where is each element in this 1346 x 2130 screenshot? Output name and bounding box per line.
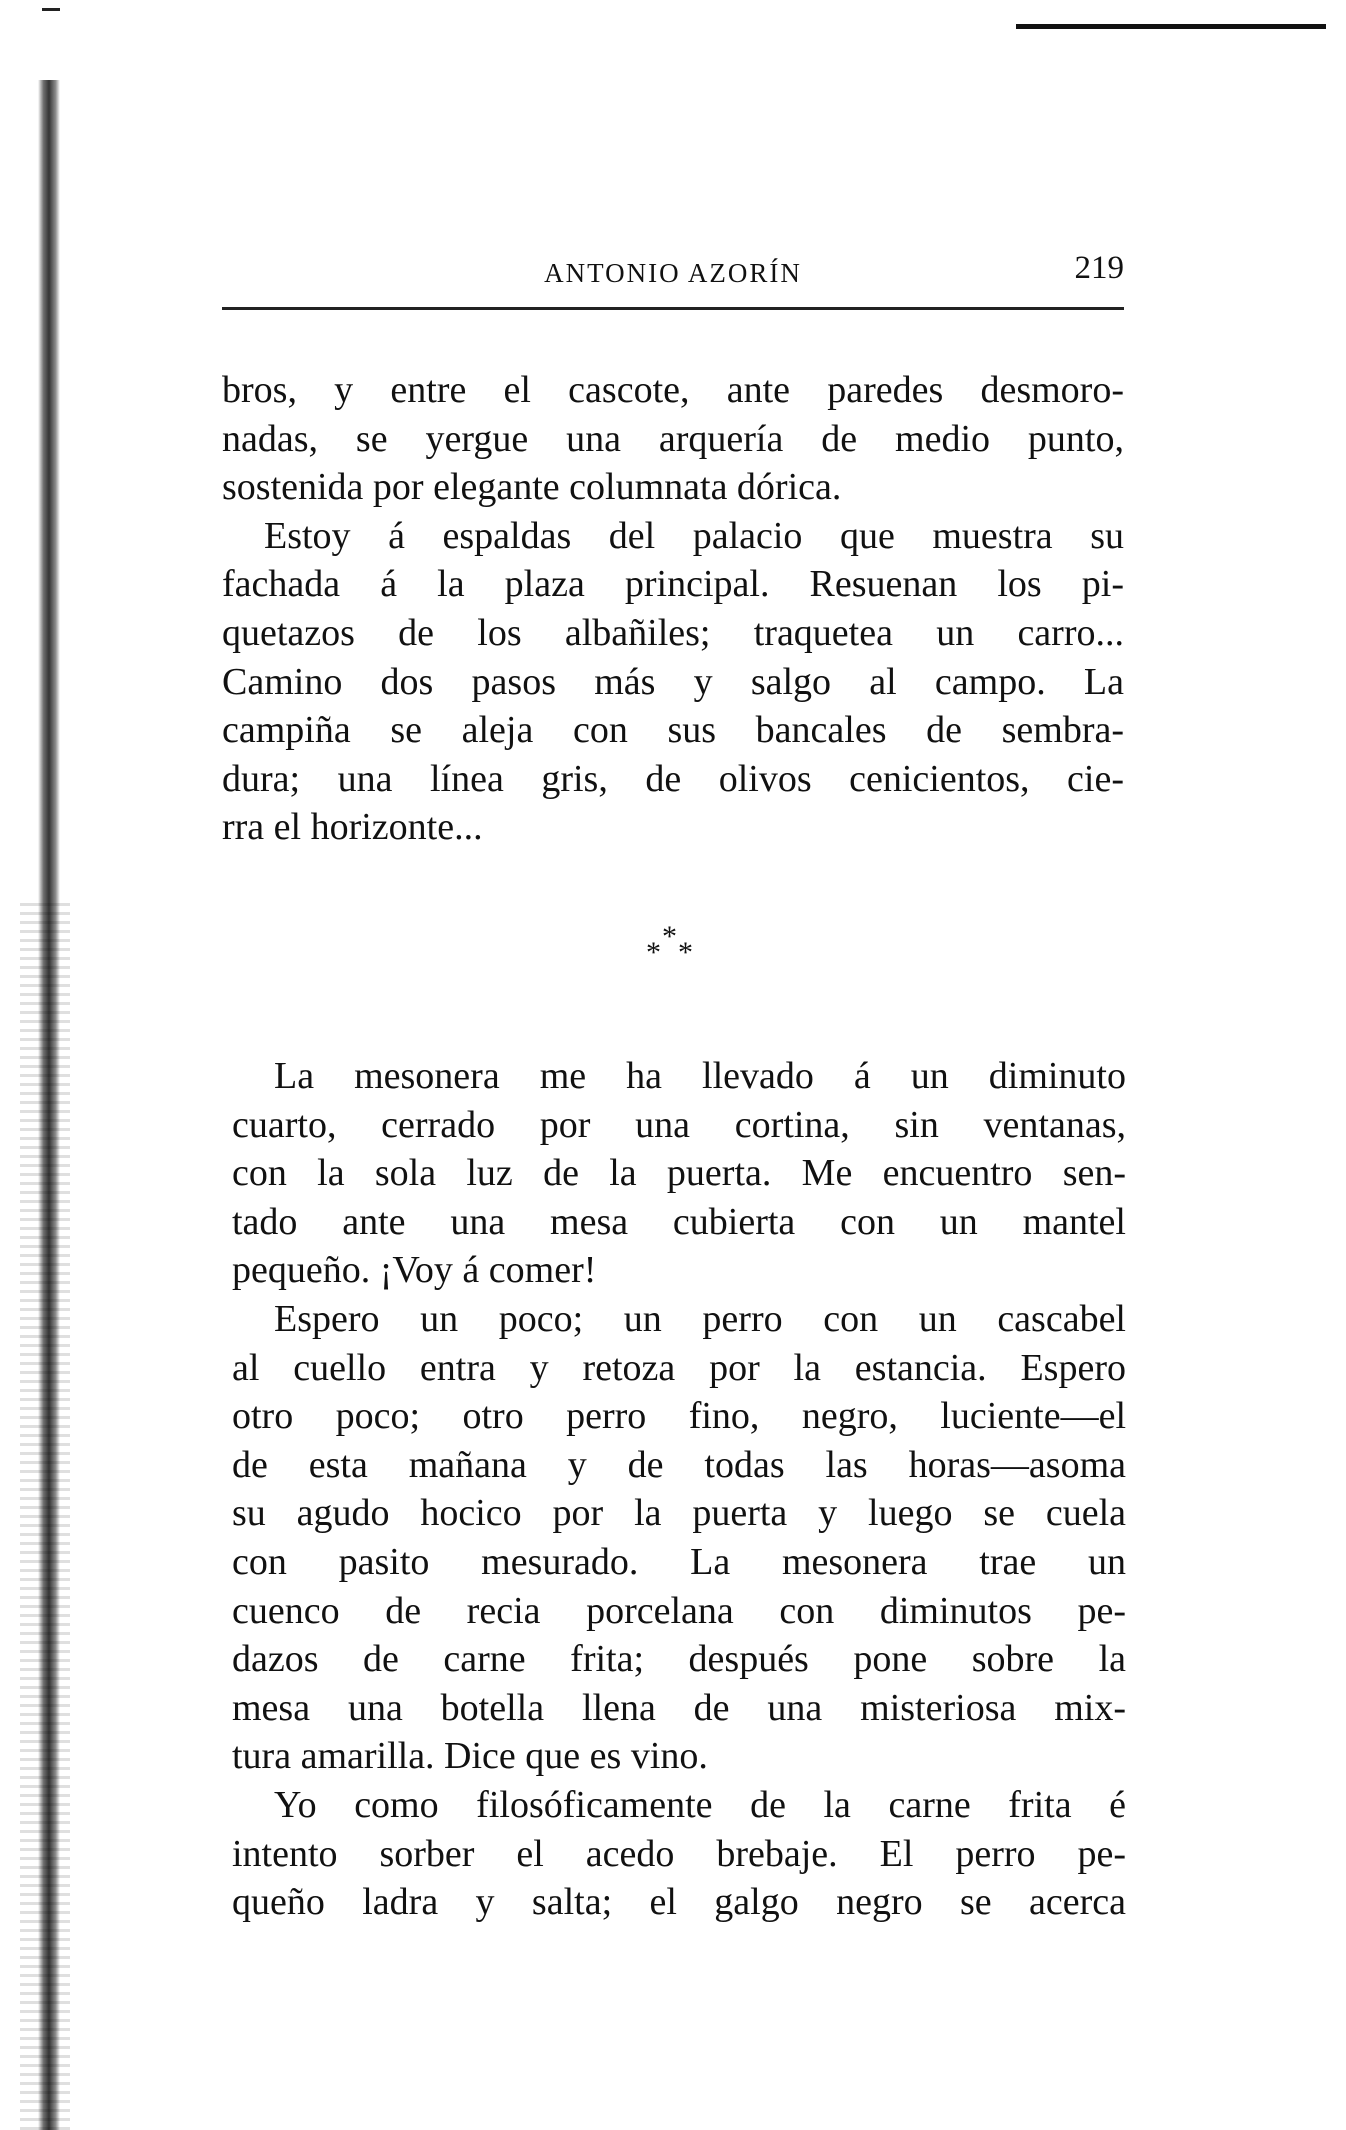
text-line: cuenco de recia porcelana con diminutos pe- — [232, 1589, 1126, 1632]
text-line: intento sorber el acedo brebaje. El perro pe- — [232, 1832, 1126, 1875]
text-line: dazos de carne frita; después pone sobre la — [232, 1638, 1126, 1681]
scan-mark — [42, 8, 60, 11]
running-title: ANTONIO AZORÍN — [544, 258, 802, 288]
asterisk: * — [678, 936, 693, 969]
text-line: rra el horizonte... — [222, 806, 483, 849]
text-line: nadas, se yergue una arquería de medio punto, — [222, 417, 1124, 460]
text-line: Camino dos pasos más y salgo al campo. La — [222, 660, 1124, 703]
text-line: sostenida por elegante columnata dórica. — [222, 466, 842, 509]
text-section-1 — [222, 366, 1124, 852]
text-line: su agudo hocico por la puerta y luego se cuela — [232, 1492, 1126, 1535]
text-line: quetazos de los albañiles; traquetea un carro... — [222, 611, 1124, 654]
text-line: Estoy á espaldas del palacio que muestra su — [264, 514, 1124, 557]
text-line: cuarto, cerrado por una cortina, sin ventanas, — [232, 1103, 1126, 1146]
text-line: con la sola luz de la puerta. Me encuentro sen- — [232, 1152, 1126, 1195]
text-line: tado ante una mesa cubierta con un mantel — [232, 1200, 1126, 1243]
text-line: al cuello entra y retoza por la estancia. Espero — [232, 1346, 1126, 1389]
asterisk: * — [662, 920, 677, 953]
page-number: 219 — [1074, 250, 1124, 286]
page-edge-line — [1016, 24, 1326, 29]
header-rule — [222, 307, 1124, 310]
text-line: dura; una línea gris, de olivos cenicientos, cie- — [222, 757, 1124, 800]
text-line: Yo como filosóficamente de la carne frita é — [274, 1783, 1126, 1826]
text-line: mesa una botella llena de una misteriosa mix- — [232, 1686, 1126, 1729]
text-line: bros, y entre el cascote, ante paredes desmoro- — [222, 369, 1124, 411]
text-line: con pasito mesurado. La mesonera trae un — [232, 1540, 1126, 1583]
asterism-separator — [640, 920, 710, 980]
binding-shadow — [20, 900, 70, 2130]
text-line: tura amarilla. Dice que es vino. — [232, 1735, 708, 1778]
text-line: otro poco; otro perro fino, negro, luciente—el — [232, 1395, 1126, 1438]
text-line: queño ladra y salta; el galgo negro se acerca — [232, 1881, 1126, 1924]
text-line: La mesonera me ha llevado á un diminuto — [274, 1055, 1126, 1097]
text-line: de esta mañana y de todas las horas—asoma — [232, 1443, 1126, 1486]
asterisk: * — [646, 936, 661, 969]
text-line: pequeño. ¡Voy á comer! — [232, 1249, 597, 1292]
page-header — [222, 250, 1124, 290]
text-line: Espero un poco; un perro con un cascabel — [274, 1297, 1126, 1340]
text-line: campiña se aleja con sus bancales de sembra- — [222, 709, 1124, 752]
text-section-2 — [232, 1052, 1126, 1927]
text-line: fachada á la plaza principal. Resuenan los pi- — [222, 563, 1124, 606]
